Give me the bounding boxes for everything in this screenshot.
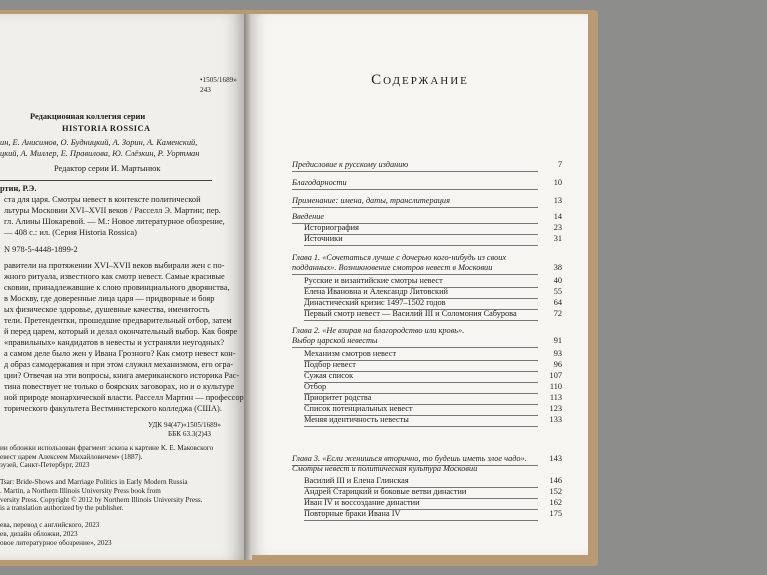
toc-entry-title: Выбор царской невесты — [292, 336, 378, 345]
credits-line: евест царем Алексеем Михайловичем» (1887). — [0, 452, 143, 461]
toc-entry-page: 14 — [553, 212, 562, 221]
toc-entry-page: 13 — [553, 196, 562, 205]
right-page — [252, 14, 588, 555]
series-name: HISTORIA ROSSICA — [62, 124, 151, 133]
toc-entry-page: 7 — [557, 160, 562, 169]
udk: УДК 94(47)«1505/1689» — [148, 421, 221, 429]
toc-entry-title: Приоритет родства — [304, 393, 372, 402]
toc-entry-page: 113 — [549, 393, 562, 402]
toc-entry-title: Применание: имена, даты, транслитерация — [292, 196, 450, 205]
toc-entry-title: Отбор — [304, 382, 327, 391]
toc-entry-page: 55 — [553, 287, 562, 296]
toc-entry-title: Историография — [304, 223, 359, 232]
editorial-board-title: Редакционная коллегия серии — [30, 112, 146, 121]
toc-rule — [292, 347, 538, 348]
bib-line: гл. Алины Шокаревой. — М.: Новое литературное обозрение, — [4, 217, 225, 226]
toc-entry-title: Елена Ивановна и Александр Литовский — [304, 287, 448, 296]
toc-entry-title: Меняя идентичность невесты — [304, 415, 409, 424]
abstract-line: д образ самодержавия и при этом служил механизмом, его огра- — [4, 360, 234, 369]
abstract-line: торического факультета Вестминстерского колледжа (США). — [4, 404, 222, 413]
left-page — [0, 14, 244, 560]
toc-entry-page: 96 — [553, 360, 562, 369]
credits-line: ева, перевод с английского, 2023 — [0, 521, 100, 530]
abstract-line: жного ритуала, известного как смотр невест. Самые красивые — [4, 272, 225, 281]
toc-entry-page: 133 — [549, 415, 562, 424]
toc-entry-page: 31 — [553, 234, 562, 243]
abstract-line: ых физическое здоровье, душевные качества, именитость — [4, 305, 210, 314]
toc-entry-title: Список потенциальных невест — [304, 404, 413, 413]
toc-rule — [292, 274, 538, 275]
toc-title: Содержание — [371, 72, 469, 88]
toc-rule — [304, 245, 538, 246]
abstract-line: й перед царем, который и делал окончательный выбор. Как бояре — [4, 327, 238, 336]
toc-entry-title: Глава 2. «Не взирая на благородство или кровь». — [292, 326, 465, 335]
abstract-line: а самом деле было жен у Ивана Грозного? Как смотр невест кон- — [4, 349, 236, 358]
bib-line: — 408 с.: ил. (Серия Historia Rossica) — [4, 228, 137, 237]
bib-line: льтуры Московии XVI–XVII веков / Расселл Э. Мартин; пер. — [4, 206, 221, 215]
isbn: N 978-5-4448-1899-2 — [4, 245, 78, 254]
toc-rule — [304, 320, 538, 321]
toc-entry-page: 10 — [553, 178, 562, 187]
toc-entry-title: подданных». Возникновение смотров невест в Московии — [292, 263, 493, 272]
toc-entry-title: Династический кризис 1497–1502 годов — [304, 298, 446, 307]
credits-line: овое литературное обозрение», 2023 — [0, 538, 112, 547]
board-members: цкий, А. Миллер, Е. Правилова, Ю. Слёзкин, Р. Уортман — [0, 149, 200, 158]
credits-line: ев, дизайн обложки, 2023 — [0, 530, 78, 538]
toc-entry-title: Механизм смотров невест — [304, 349, 397, 358]
bib-line: ста для царя. Смотры невест в контексте политической — [4, 195, 201, 204]
toc-entry-page: 152 — [549, 487, 562, 496]
toc-entry-page: 72 — [553, 309, 562, 318]
toc-entry-title: Андрей Старицкий и боковые ветви династии — [304, 487, 467, 496]
toc-entry-title: Смотры невест и политическая культура Московии — [292, 464, 478, 473]
abstract-line: ной природе монархической власти. Расселл Мартин — профессор — [4, 393, 244, 402]
header-line: •1505/1689» — [200, 76, 237, 84]
toc-entry-page: 110 — [549, 382, 562, 391]
credits-line: . Martin, a Northern Illinois University Press book from — [0, 487, 161, 495]
toc-entry-title: Источники — [304, 234, 343, 243]
toc-entry-title: Предисловие к русскому изданию — [292, 160, 409, 169]
credits-line: versity Press. Copyright © 2012 by Northern Illinois University Press. — [0, 495, 203, 504]
toc-entry-page: 23 — [553, 223, 562, 232]
toc-entry-page: 91 — [553, 336, 562, 345]
toc-entry-title: Подбор невест — [304, 360, 356, 369]
toc-rule — [304, 520, 538, 521]
abstract-line: равители на протяжении XVI–XVII веков выбирали жен с по- — [4, 261, 225, 270]
toc-rule — [292, 189, 538, 190]
toc-entry-title: Благодарности — [292, 178, 347, 187]
toc-entry-page: 107 — [549, 371, 562, 380]
bbk: ББК 63.3(2)43 — [168, 430, 211, 438]
toc-entry-title: Василий III и Елена Глинская — [304, 476, 409, 485]
toc-entry-title: Глава 1. «Сочетаться лучше с дочерью кого-нибудь из своих — [292, 253, 507, 262]
toc-entry-page: 93 — [553, 349, 562, 358]
credits-line: ии обложки использован фрагмент эскиза к картине К. Е. Маковского — [0, 444, 214, 452]
toc-entry-title: Глава 3. «Если женишься вторично, то будешь иметь злое чадо». — [292, 454, 527, 463]
divider — [0, 180, 212, 181]
book-gutter — [244, 14, 252, 560]
abstract-line: сковии, принадлежавшие к слою провинциального дворянства, — [4, 283, 230, 292]
header-line: 243 — [200, 86, 211, 94]
abstract-line: тина повествует не только о боярских заговорах, но и о культуре — [4, 382, 235, 391]
toc-entry-page: 162 — [549, 498, 562, 507]
credits-line: is a translation authorized by the publisher. — [0, 504, 124, 513]
toc-entry-title: Введение — [292, 212, 325, 221]
toc-entry-page: 175 — [549, 509, 562, 518]
toc-rule — [292, 171, 538, 172]
toc-entry-title: Сужая список — [304, 371, 354, 380]
credits-line: зузей, Санкт-Петербург, 2023 — [0, 461, 90, 470]
abstract-line: в Москву, где доверенные лица царя — придворные и бояр — [4, 294, 215, 303]
author-line: ртин, Р.Э. — [0, 184, 37, 193]
series-editor: Редактор серии И. Мартынюк — [54, 164, 161, 173]
toc-rule — [292, 207, 538, 208]
toc-entry-page: 146 — [549, 476, 562, 485]
toc-entry-page: 38 — [553, 263, 562, 272]
toc-rule — [304, 382, 538, 383]
toc-entry-page: 123 — [549, 404, 562, 413]
credits-line: Tsar: Bride-Shows and Marriage Politics in Early Modern Russia — [0, 478, 188, 487]
toc-entry-page: 40 — [553, 276, 562, 285]
abstract-line: ции? Отвечая на эти вопросы, книга американского историка Рас- — [4, 371, 240, 380]
toc-entry-title: Иван IV и воссоздание династии — [304, 498, 420, 507]
toc-entry-title: Русские и византийские смотры невест — [304, 276, 443, 285]
abstract-line: тели. Претендентки, прошедшие предварительный отбор, затем — [4, 316, 232, 325]
toc-entry-title: Повторные браки Ивана IV — [304, 509, 401, 518]
toc-entry-page: 143 — [549, 454, 562, 463]
toc-rule — [304, 426, 538, 427]
board-members: ин, Е. Анисимов, О. Будницкий, А. Зорин, А. Каменский, — [0, 138, 198, 147]
toc-entry-title: Первый смотр невест — Василий III и Соломония Сабурова — [304, 309, 517, 318]
toc-entry-page: 64 — [553, 298, 562, 307]
abstract-line: «правильных» кандидатов в невесты и устраняли неугодных? — [4, 338, 225, 347]
